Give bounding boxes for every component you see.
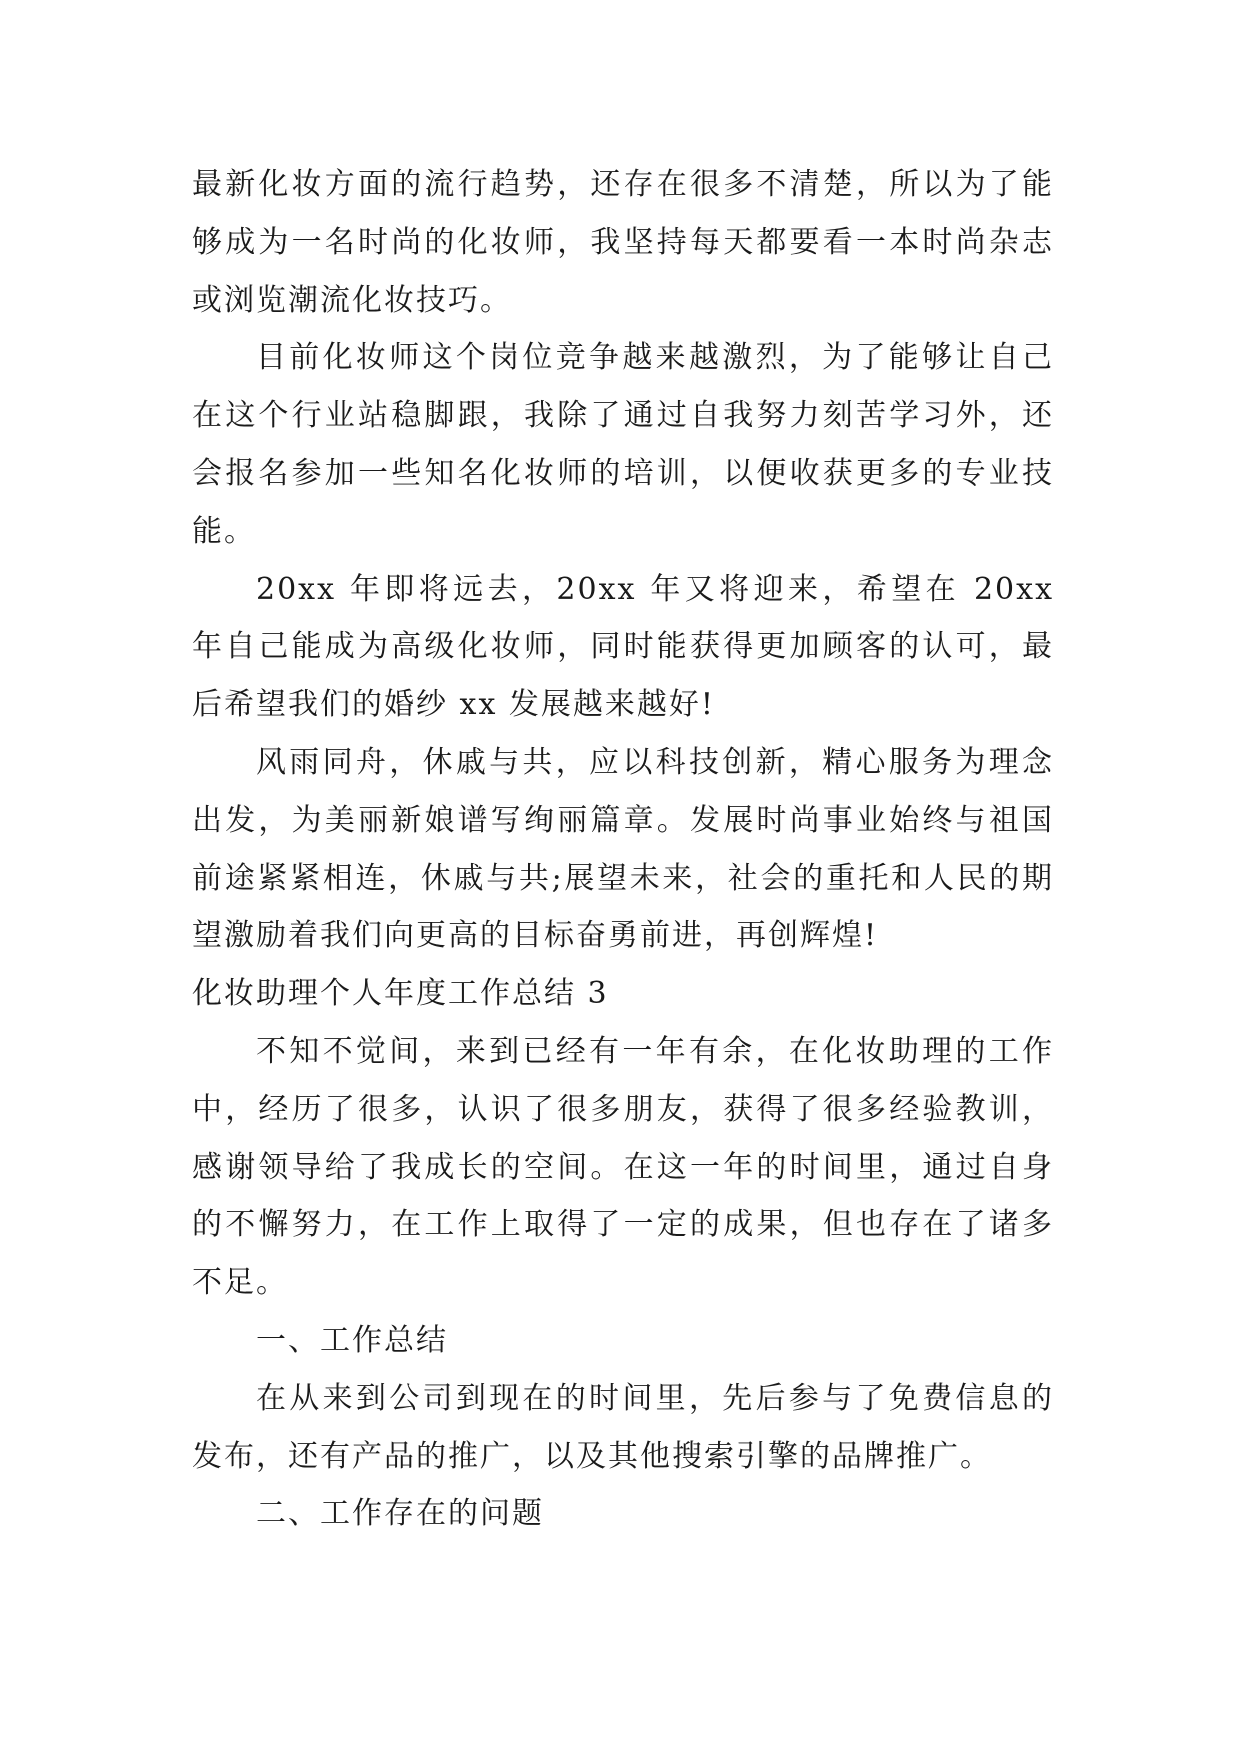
document-body bbox=[192, 156, 1054, 1543]
paragraph-work-details: 在从来到公司到现在的时间里，先后参与了免费信息的发布，还有产品的推广，以及其他搜索引擎的品牌推广。 bbox=[192, 1380, 1054, 1474]
subheading-work-summary: 一、工作总结 bbox=[256, 1322, 448, 1358]
section-title-summary-3: 化妆助理个人年度工作总结 3 bbox=[192, 976, 609, 1012]
subheading-work-problems: 二、工作存在的问题 bbox=[256, 1496, 544, 1532]
paragraph-vision: 风雨同舟，休戚与共，应以科技创新，精心服务为理念出发，为美丽新娘谱写绚丽篇章。发展时尚事业始终与祖国前途紧紧相连，休戚与共;展望未来，社会的重托和人民的期望激励着我们向更高的目标奋勇前进，再创辉煌! bbox=[192, 744, 1054, 954]
paragraph-competition: 目前化妆师这个岗位竞争越来越激烈，为了能够让自己在这个行业站稳脚跟，我除了通过自我努力刻苦学习外，还会报名参加一些知名化妆师的培训，以便收获更多的专业技能。 bbox=[192, 340, 1054, 549]
paragraph-year-review: 不知不觉间，来到已经有一年有余，在化妆助理的工作中，经历了很多，认识了很多朋友，获得了很多经验教训，感谢领导给了我成长的空间。在这一年的时间里，通过自身的不懈努力，在工作上取得了一定的成果，但也存在了诸多不足。 bbox=[192, 1033, 1054, 1301]
paragraph-new-year-hopes: 20xx 年即将远去，20xx 年又将迎来，希望在 20xx 年自己能成为高级化妆师，同时能获得更加顾客的认可，最后希望我们的婚纱 xx 发展越来越好! bbox=[192, 571, 1054, 723]
paragraph-intro-trends: 最新化妆方面的流行趋势，还存在很多不清楚，所以为了能够成为一名时尚的化妆师，我坚持每天都要看一本时尚杂志或浏览潮流化妆技巧。 bbox=[192, 167, 1054, 318]
